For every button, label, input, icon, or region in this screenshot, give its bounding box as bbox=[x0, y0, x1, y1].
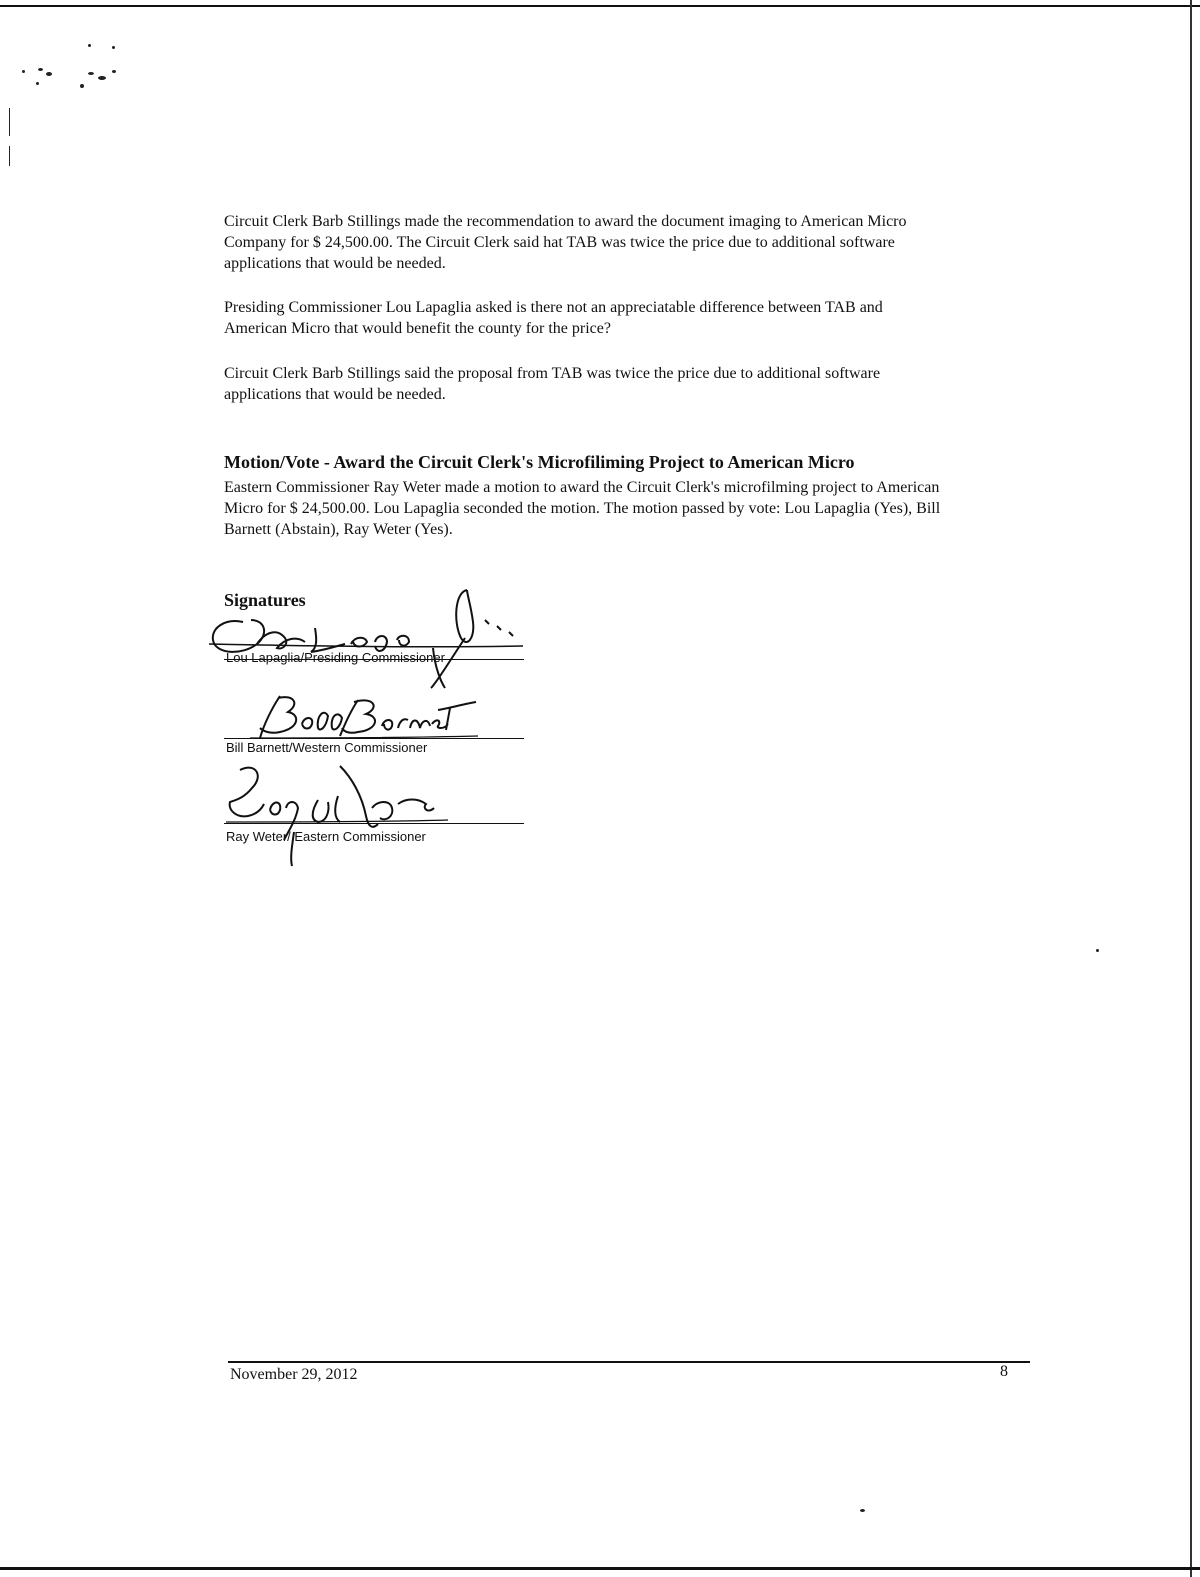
footer-rule bbox=[228, 1361, 1030, 1363]
signature-label-barnett: Bill Barnett/Western Commissioner bbox=[226, 740, 428, 755]
scan-border-right bbox=[1190, 0, 1192, 1577]
signature-label-weter: Ray Weter/ Eastern Commissioner bbox=[226, 829, 426, 844]
scan-mark-left bbox=[9, 108, 10, 136]
paragraph-response: Circuit Clerk Barb Stillings said the proposal from TAB was twice the price due to additional software applications that would be needed. bbox=[224, 365, 881, 403]
scan-border-bottom bbox=[0, 1567, 1200, 1570]
signatures-heading: Signatures bbox=[224, 590, 306, 610]
signature-lapaglia bbox=[205, 582, 535, 692]
motion-text: Eastern Commissioner Ray Weter made a motion to award the Circuit Clerk's microfilming project to American Micro for $ 24,500.00. Lou Lapaglia seconded the motion. The motion passed by vote: Lou Lapaglia (Yes), Bill Barnett (Abstain), Ray Weter (Yes). bbox=[224, 479, 941, 538]
motion-heading: Motion/Vote - Award the Circuit Clerk's Microfiliming Project to American Micro bbox=[224, 452, 855, 472]
signature-weter bbox=[222, 760, 452, 870]
signature-barnett bbox=[250, 688, 480, 744]
page-number: 8 bbox=[1000, 1363, 1008, 1380]
footer-date: November 29, 2012 bbox=[230, 1366, 358, 1383]
scan-mark-left bbox=[9, 146, 10, 166]
signature-line bbox=[224, 738, 524, 739]
paragraph-question: Presiding Commissioner Lou Lapaglia asked is there not an appreciatable difference between TAB and American Micro that would benefit the county for the price? bbox=[224, 299, 883, 337]
signature-line bbox=[224, 823, 524, 824]
paragraph-recommendation: Circuit Clerk Barb Stillings made the recommendation to award the document imaging to American Micro Company for $ 24,500.00. The Circuit Clerk said hat TAB was twice the price due to additional software applications that would be needed. bbox=[224, 213, 907, 272]
scan-border-top bbox=[0, 5, 1200, 7]
signature-label-lapaglia: Lou Lapaglia/Presiding Commissioner bbox=[226, 650, 445, 665]
